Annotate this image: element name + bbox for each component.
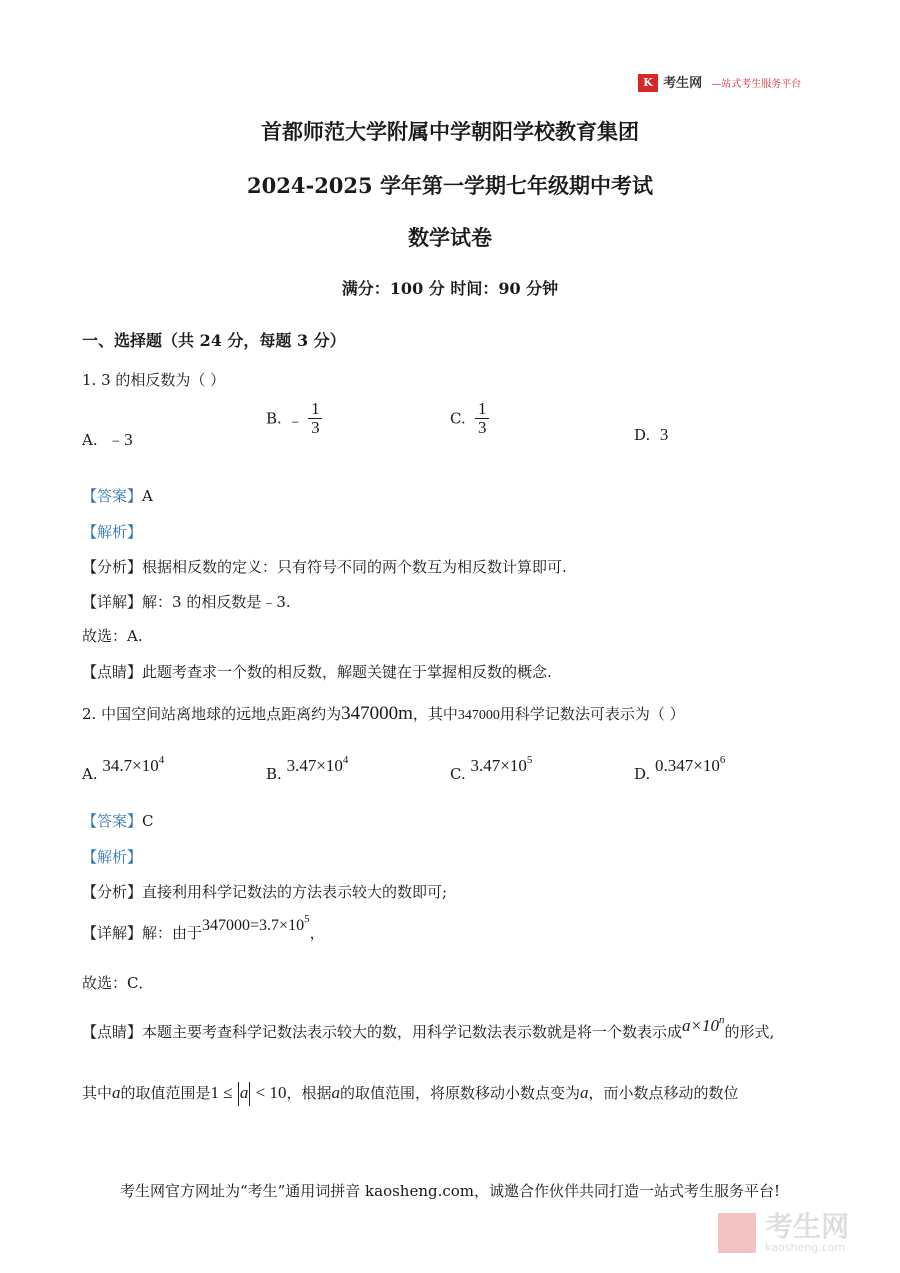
logo-name: 考生网	[663, 76, 703, 91]
q2-comment: 【点睛】本题主要考查科学记数法表示较大的数，用科学记数法表示数就是将一个数表示成$a\times 10^n$的形式,	[82, 1014, 775, 1041]
q1-stem: 1. 3 的相反数为（ ）	[82, 371, 226, 389]
footer-text: 考生网官方网址为“考生”通用词拼音 kaosheng.com，诚邀合作伙伴共同打造一站式考生服务平台!	[119, 1182, 781, 1200]
q2-comment-line2: 其中a的取值范围是1 ≤ a < 10，根据a的取值范围，将原数移动小数点变为a，而小数点移动的数位	[82, 1082, 739, 1106]
q1-fenxi: 【分析】根据相反数的定义：只有符号不同的两个数互为相反数计算即可.	[82, 558, 567, 576]
q1-option-a: A. ﹣3	[82, 430, 133, 449]
inequality: 1 ≤ a < 10	[211, 1083, 287, 1102]
section-heading: 一、选择题（共 24 分，每题 3 分）	[82, 331, 346, 350]
q1-analysis-tag: 【解析】	[82, 523, 143, 541]
q2-detail: 【详解】解：由于$347000=3.7\times 10^5$，	[82, 913, 325, 942]
q1-detail: 【详解】解：3 的相反数是﹣3.	[82, 593, 291, 611]
watermark-logo-icon	[718, 1213, 756, 1253]
q1-choose: 故选：A.	[82, 627, 143, 645]
q1-option-b: B. ﹣ $\frac{1}{3}$	[266, 400, 322, 437]
score-time-info: 满分：100 分 时间：90 分钟	[341, 279, 559, 298]
fraction-one-third: $\frac{1}{3}$	[475, 400, 489, 437]
q2-fenxi: 【分析】直接利用科学记数法的方法表示较大的数即可;	[82, 883, 448, 901]
header-logo	[638, 72, 801, 92]
fraction-one-third: $\frac{1}{3}$	[308, 400, 322, 437]
title-exam: 2024-2025 学年第一学期七年级期中考试	[247, 173, 653, 198]
q1-option-d: D. 3	[634, 425, 669, 444]
watermark-logo: 考生网 kaosheng.com	[718, 1212, 849, 1254]
q2-stem: 2. 中国空间站离地球的远地点距离约为347000m，其中347000用科学记数法可表示为（ ）	[82, 703, 685, 724]
q2-option-b: B. $3.47\times 10^4$	[266, 754, 349, 783]
q2-choose: 故选：C．	[82, 974, 154, 992]
q2-option-a: A. $34.7\times 10^4$	[82, 754, 165, 783]
kaosheng-logo-icon: K	[638, 74, 658, 92]
title-school: 首都师范大学附属中学朝阳学校教育集团	[261, 119, 639, 144]
title-subject: 数学试卷	[408, 225, 492, 250]
q1-option-c: C. $\frac{1}{3}$	[450, 400, 489, 437]
logo-slogan: —站式考生服务平台	[711, 79, 802, 90]
q1-comment: 【点睛】此题考查求一个数的相反数，解题关键在于掌握相反数的概念.	[82, 663, 552, 681]
q1-answer: 【答案】A	[82, 487, 153, 505]
q2-answer: 【答案】C	[82, 812, 154, 830]
q2-option-d: D. $0.347\times 10^6$	[634, 754, 726, 783]
q2-analysis-tag: 【解析】	[82, 848, 143, 866]
q2-option-c: C. $3.47\times 10^5$	[450, 754, 533, 783]
